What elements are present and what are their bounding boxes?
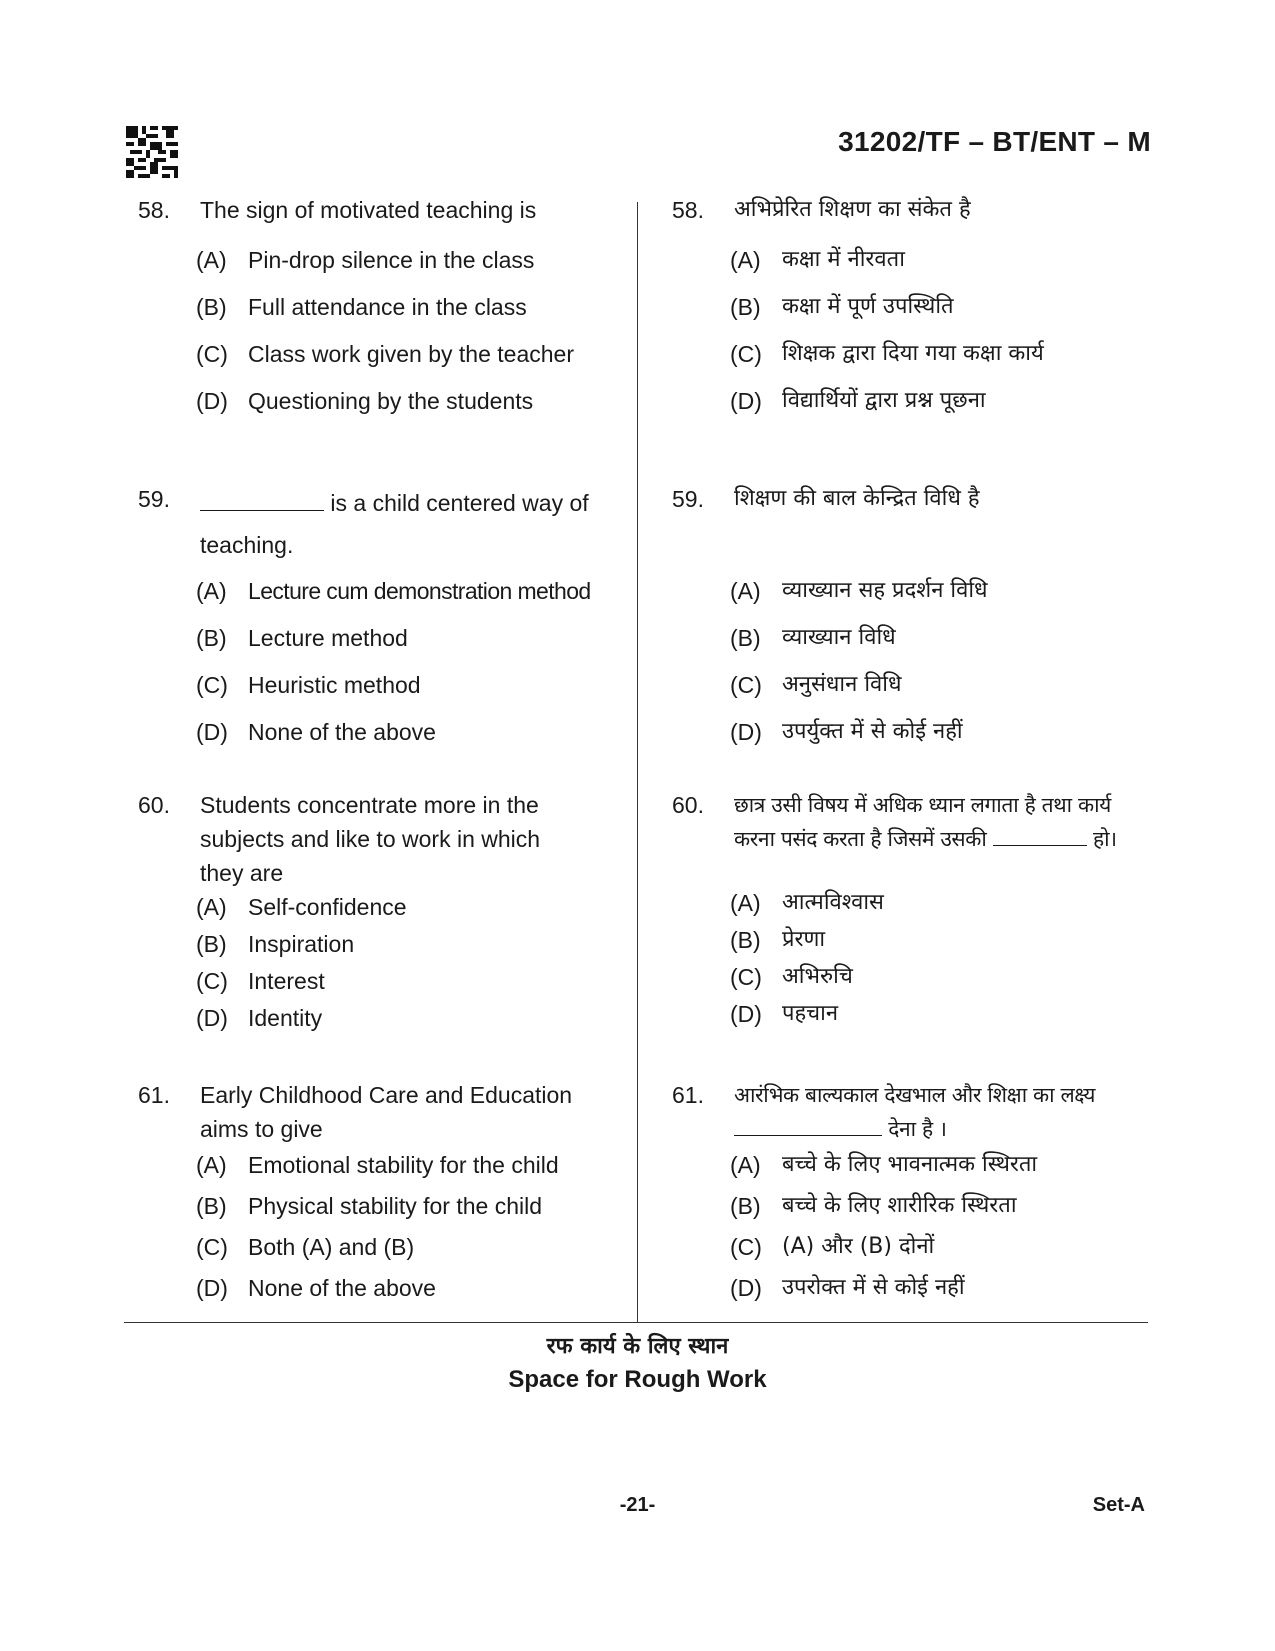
question-58-en [138,193,618,418]
option-a: (A) Pin-drop silence in the class [196,247,535,273]
option-a: (A) आत्मविश्वास [730,890,884,916]
option-a: (A) बच्चे के लिए भावनात्मक स्थिरता [730,1152,1038,1178]
question-60-hi [672,788,1152,1031]
answer-blank [993,823,1087,846]
answer-blank [734,1113,882,1136]
question-stem: is a child centered way of teaching. [200,490,589,558]
option-d: (D) None of the above [196,719,436,745]
option-d: (D) विद्यार्थियों द्वारा प्रश्न पूछना [730,388,986,414]
option-d: (D) उपरोक्त में से कोई नहीं [730,1275,965,1301]
option-a: (A) Self-confidence [196,894,407,920]
question-number: 60. [138,792,170,818]
rough-work-divider [124,1322,1148,1323]
question-59-hi [672,482,1152,749]
question-stem: The sign of motivated teaching is [200,197,537,223]
option-b: (B) Lecture method [196,625,408,651]
question-number: 60. [672,792,704,818]
option-b: (B) Inspiration [196,931,355,957]
option-c: (C) (A) और (B) दोनों [730,1234,935,1260]
option-c: (C) Heuristic method [196,672,421,698]
rough-work-label-hindi: रफ कार्य के लिए स्थान [546,1334,729,1359]
option-c: (C) शिक्षक द्वारा दिया गया कक्षा कार्य [730,341,1044,367]
question-stem: शिक्षण की बाल केन्द्रित विधि है [734,486,980,511]
option-d: (D) Identity [196,1005,323,1031]
question-61-hi [672,1078,1152,1305]
question-number: 59. [138,486,170,512]
option-d: (D) पहचान [730,1001,839,1027]
option-b: (B) बच्चे के लिए शारीरिक स्थिरता [730,1193,1017,1219]
option-d: (D) Questioning by the students [196,388,534,414]
question-stem: अभिप्रेरित शिक्षण का संकेत है [734,197,971,222]
option-a: (A) Lecture cum demonstration method [196,578,591,604]
question-stem: आरंभिक बाल्यकाल देखभाल और शिक्षा का लक्ष्य देना है । [734,1083,1096,1141]
answer-blank [200,488,324,511]
question-stem: Early Childhood Care and Education aims to give [200,1082,573,1142]
option-b: (B) कक्षा में पूर्ण उपस्थिति [730,294,954,320]
option-c: (C) अनुसंधान विधि [730,672,902,698]
option-d: (D) उपर्युक्त में से कोई नहीं [730,719,963,745]
question-60-en [138,788,618,1035]
option-c: (C) Class work given by the teacher [196,341,574,367]
qr-code-icon [126,126,178,178]
option-a: (A) कक्षा में नीरवता [730,247,905,273]
option-b: (B) Full attendance in the class [196,294,527,320]
question-number: 59. [672,486,704,512]
option-c: (C) अभिरुचि [730,964,853,990]
option-a: (A) Emotional stability for the child [196,1152,559,1178]
question-number: 58. [138,197,170,223]
paper-code: 31202/TF – BT/ENT – M [838,126,1151,157]
question-number: 58. [672,197,704,223]
page-number: -21- [619,1494,656,1516]
question-stem: Students concentrate more in the subjects and like to work in which they are [200,792,541,886]
question-number: 61. [672,1082,704,1108]
rough-work-label-english: Space for Rough Work [508,1366,767,1393]
question-58-hi [672,193,1152,418]
question-61-en [138,1078,618,1305]
option-a: (A) व्याख्यान सह प्रदर्शन विधि [730,578,988,604]
question-number: 61. [138,1082,170,1108]
column-divider [637,202,638,1322]
option-d: (D) None of the above [196,1275,436,1301]
option-c: (C) Both (A) and (B) [196,1234,415,1260]
question-stem: छात्र उसी विषय में अधिक ध्यान लगाता है तथा कार्य करना पसंद करता है जिसमें उसकी हो। [734,793,1117,851]
option-b: (B) Physical stability for the child [196,1193,543,1219]
option-c: (C) Interest [196,968,325,994]
option-b: (B) व्याख्यान विधि [730,625,896,651]
option-b: (B) प्रेरणा [730,927,826,953]
question-59-en [138,482,618,749]
set-label: Set-A [1092,1494,1145,1516]
